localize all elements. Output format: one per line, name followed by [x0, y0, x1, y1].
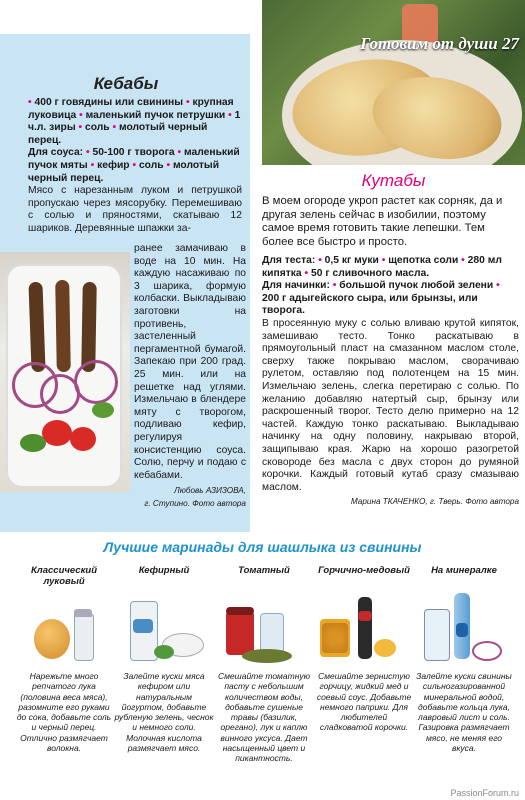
marinade-tomato: Томатный Смешайте томатную пасту с небольшим количеством воды, добавьте сушеные травы (базилик, орегано), лук и каплю винного уксуса. Дает насыщенный цвет и пикантность.: [214, 565, 314, 764]
page-number: 27: [502, 34, 519, 53]
onion-salt-icon: [14, 589, 114, 669]
mineral-water-icon: [414, 589, 514, 669]
kebab-author: Любовь АЗИЗОВА,: [174, 486, 246, 496]
kutaby-title: Кутабы: [361, 171, 426, 190]
kebab-method-narrow: ранее замачиваю в воде на 10 мин. На каждую насаживаю по 3 шарика, формую колбаски. Выкладываю заготовки на противень, застеленный пергаментной бумагой. Запекаю при 200 град. 25 мин. или на решетке над углями. Измельчаю в блендере мяту с творогом, подливаю кефир, регулируя консистенцию соуса. Солю, перчу и подаю с кебабами. Любовь АЗИЗОВА, г. Ступино. Фото автора: [134, 243, 246, 510]
kutaby-body: В моем огороде укроп растет как сорняк, да и другая зелень сейчас в изобилии, поэтому самое время готовить такие лепешки. Тем более все быстро и просто. Для теста: • 0,5 кг муки • щепотка соли • 280 мл кипятка • 50 г сливочного масла. Для начинки: • большой пучок любой зелени • 200 г адыгейского сыра, или брынзы, или творога. В просеянную муку с солью вливаю крутой кипяток, замешиваю тесто. Тонко раскатываю в прямоугольный пласт на смазанном маслом столе, сверху также покрываю маслом, сворачиваю рулетом, оставляю под полотенцем на 15 мин. Измельчаю зелень, слегка перетираю с солью. По желанию добавляю натертый сыр, брынзу или раскрошенный творог. Тесто делю примерно на 12 частей. Каждую тонко раскатываю. Выкладываю начинку на одну половину, накрываю второй, защипываю края. Жарю на хорошо разогретой сковороде без масла с двух сторон до румяной корочки. Каждый готовый кутаб сразу смазываю маслом. Марина ТКАЧЕНКО, г. Тверь. Фото автора: [262, 195, 519, 509]
marinade-honey-mustard: Горчично-медовый Смешайте зернистую горчицу, жидкий мед и соевый соус. Добавьте немного паприки. Для любителей сладковатой корочки.: [314, 565, 414, 733]
kebab-author-place: г. Ступино. Фото автора: [144, 498, 246, 508]
marinade-onion: Классический луковый Нарежьте много репчатого лука (половина веса мяса), разомните его руками до сока, добавьте соль и черный перец. Отлично размягчает волокна.: [14, 565, 114, 753]
marinade-mineral: На минералке Залейте куски свинины сильногазированной минеральной водой, добавьте кольца лука, лавровый лист и соль. Газировка размягчает мясо, не меняя его вкуса.: [414, 565, 514, 753]
kutaby-photo: [262, 0, 525, 165]
kebab-photo: [0, 252, 130, 492]
kebab-title: Кебабы: [93, 74, 159, 93]
marinade-kefir: Кефирный Залейте куски мяса кефиром или натуральным йогуртом, добавьте рубленую зелень, чеснок и немного соли. Молочная кислота размягчает мясо.: [114, 565, 214, 754]
tomato-paste-icon: [214, 589, 314, 669]
kebab-ingredients: • 400 г говядины или свинины • крупная луковица • маленький пучок петрушки • 1 ч.л. зиры • соль • молотый черный перец. Для соуса: • 50-100 г творога • маленький пучок мяты • кефир • соль • молотый черный перец. Мясо с нарезанным луком и петрушкой пропускаю через мясорубку. Перемешиваю с солью и пряностями, скатываю 12 шариков. Деревянные шпажки за-: [28, 97, 242, 234]
marinades-title: Лучшие маринады для шашлыка из свинины: [103, 539, 422, 555]
kutaby-author: Марина ТКАЧЕНКО, г. Тверь. Фото автора: [350, 497, 519, 507]
watermark: PassionForum.ru: [450, 788, 519, 798]
section-banner: Готовим от души 27: [360, 34, 519, 53]
kebab-method-wide: Мясо с нарезанным луком и петрушкой пропускаю через мясорубку. Перемешиваю с солью и пряностями, скатываю 12 шариков. Деревянные шпажки за-: [28, 185, 242, 234]
kutaby-intro: В моем огороде укроп растет как сорняк, да и другая зелень сейчас в изобилии, поэтому самое время готовить такие лепешки. Тем более все быстро и просто.: [262, 195, 503, 248]
kutaby-method: В просеянную муку с солью вливаю крутой кипяток, замешиваю тесто. Тонко раскатываю в прямоугольный пласт на смазанном маслом столе, сверху также покрываю маслом, сворачиваю рулетом, оставляю под полотенцем на 15 мин. Измельчаю зелень, слегка перетираю с солью. По желанию добавляю натертый сыр, брынзу или раскрошенный творог. Тесто делю примерно на 12 частей. Каждую тонко раскатываю. Выкладываю начинку на одну половину, накрываю второй, защипываю края. Жарю на хорошо разогретой сковороде без масла с двух сторон до румяной корочки. Каждый готовый кутаб сразу смазываю маслом.: [262, 317, 519, 493]
honey-mustard-icon: [314, 589, 414, 669]
kefir-icon: [114, 589, 214, 669]
